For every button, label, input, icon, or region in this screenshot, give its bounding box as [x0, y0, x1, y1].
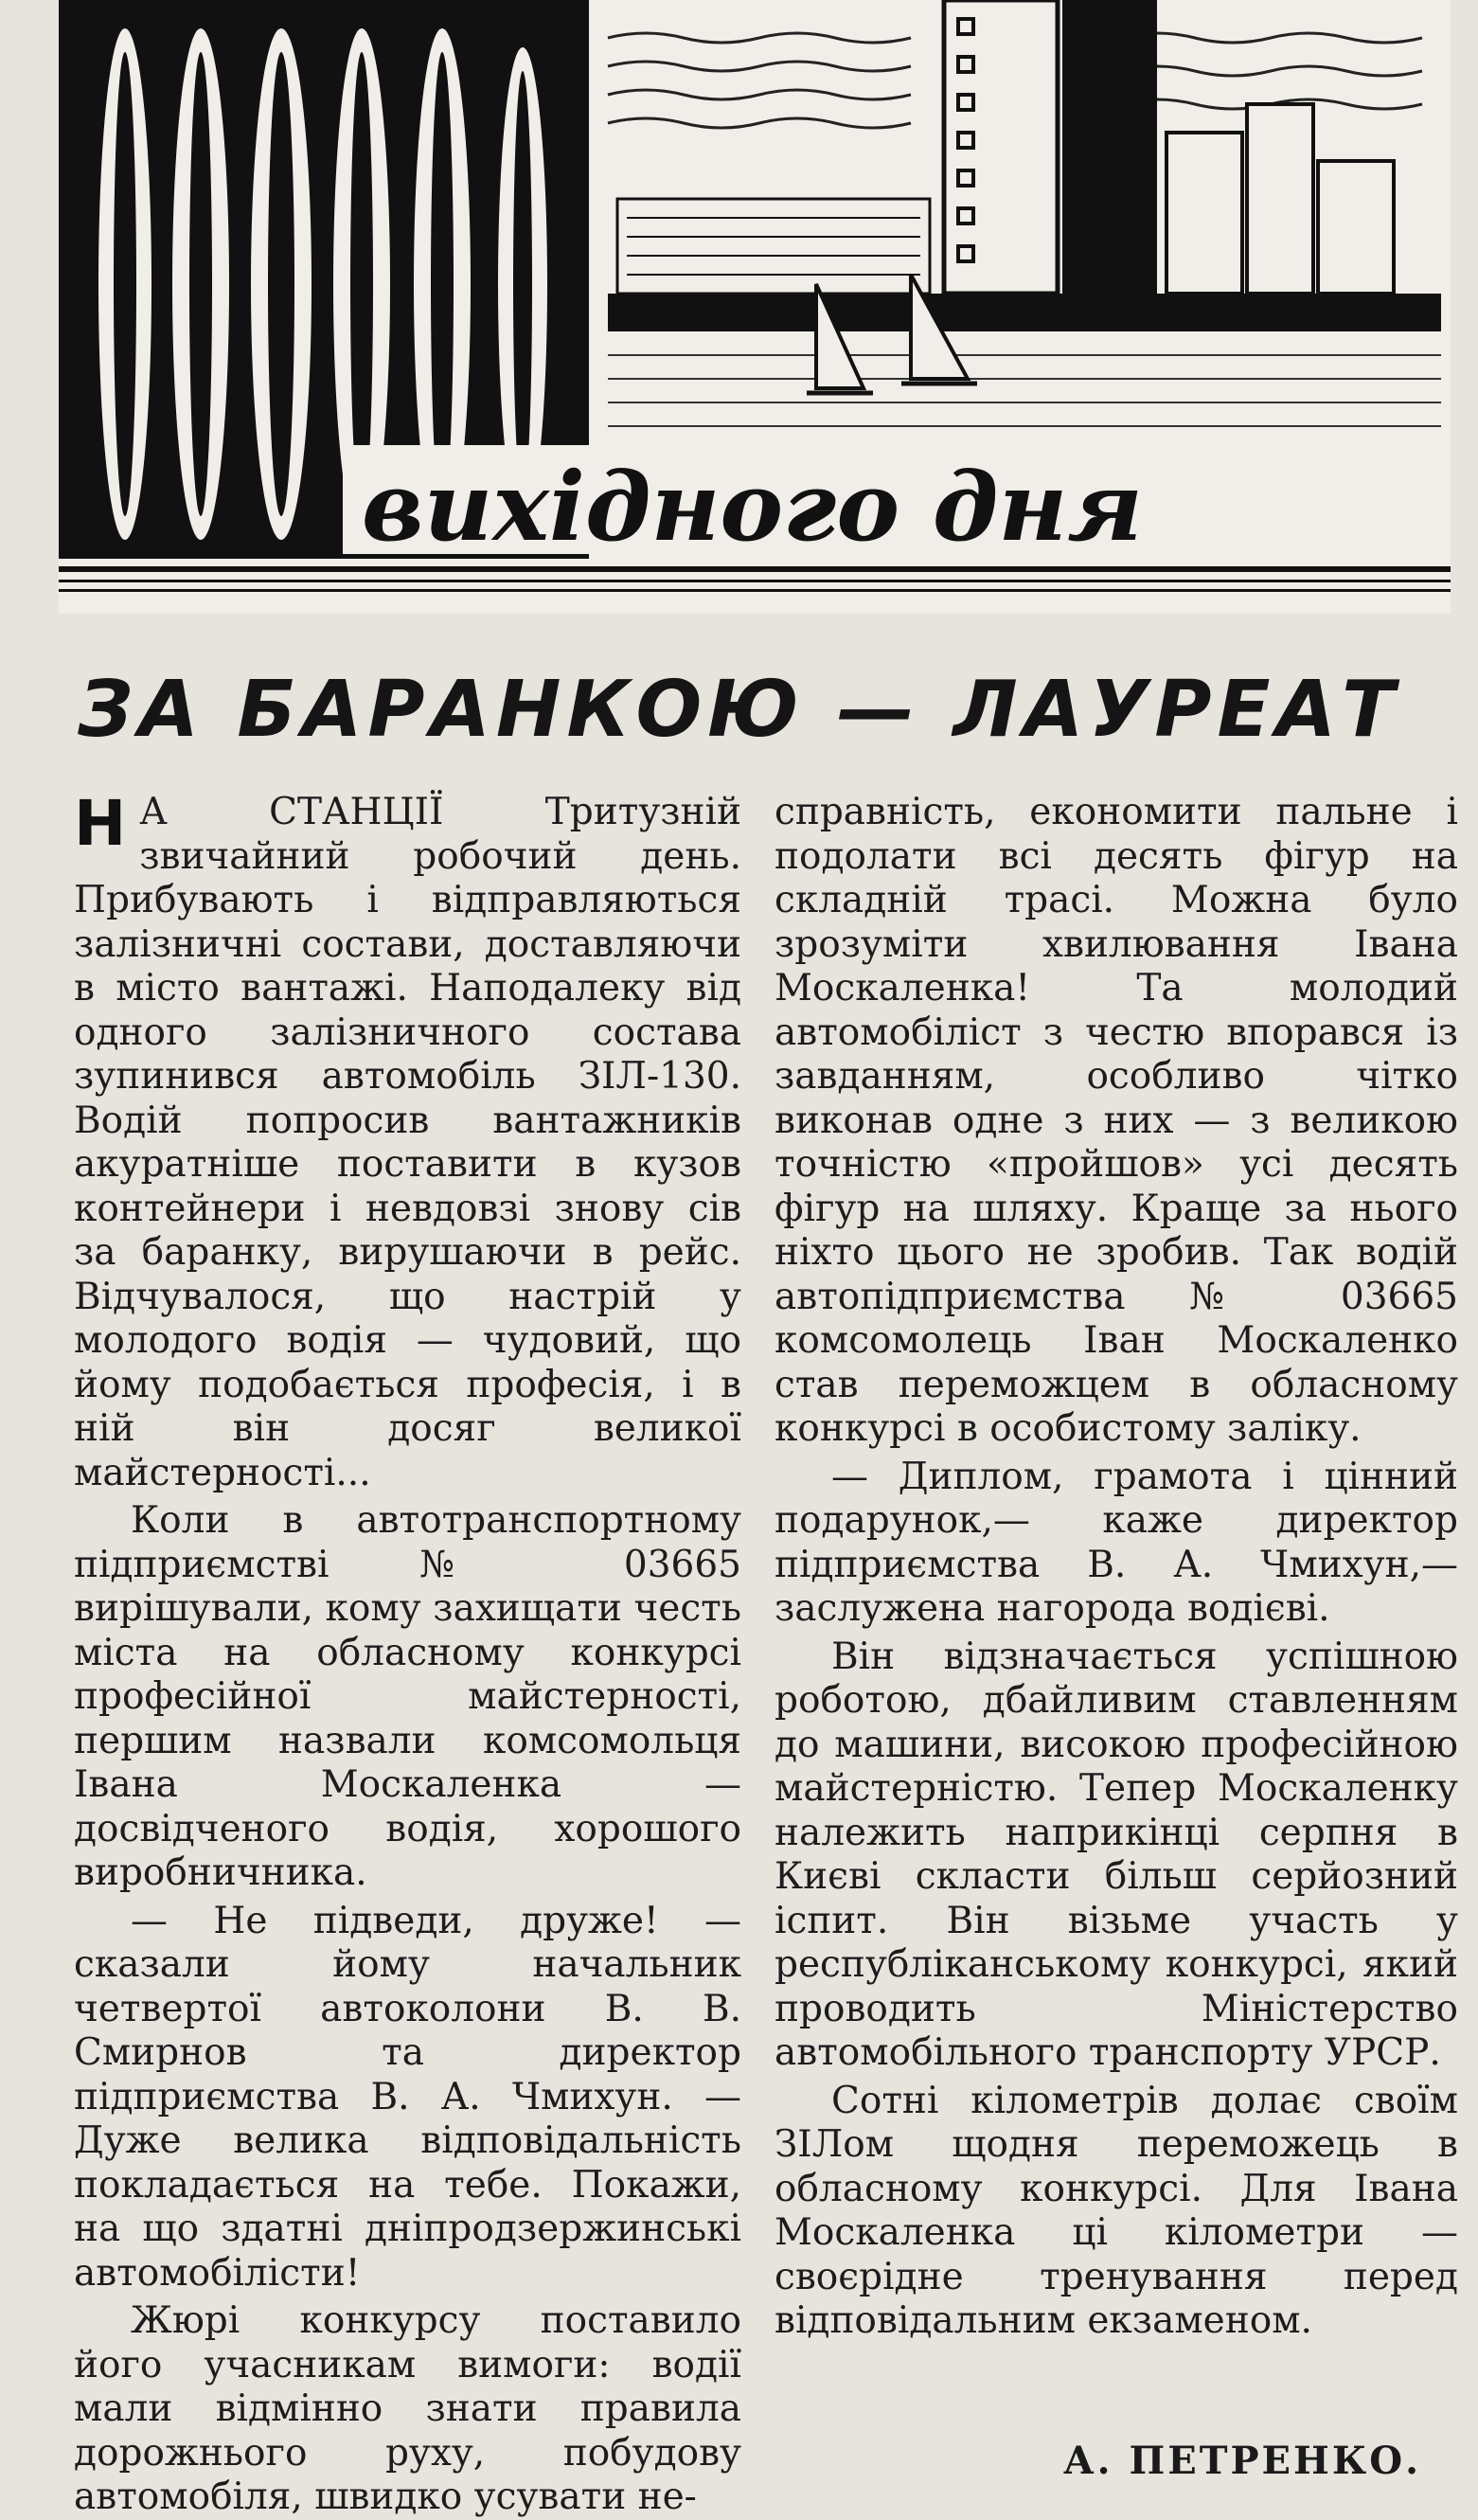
article-paragraph: Коли в автотранспортному підприємстві № 03665 вирішували, кому захищати честь міста на обласному конкурсі професійної майстерності, першим назвали комсомольця Івана Москаленка — досвідченого водія, хорошого виробничника.: [74, 1499, 741, 1894]
author-signature: А. ПЕТРЕНКО.: [1063, 2439, 1421, 2483]
banner-illustration: [59, 0, 1451, 614]
page-banner: [59, 0, 1451, 614]
shoreline: [608, 294, 1441, 331]
article-paragraph: Н А СТАНЦІЇ Тритузній звичайний робочий день. Прибувають і відправляються залізничні состави, доставляючи в місто вантажі. Наподалеку від одного залізничного состава зупинився автомобіль ЗІЛ-130. Водій попросив вантажників акуратніше поставити в кузов контейнери і невдовзі знову сів за баранку, вирушаючи в рейс. Відчувалося, що настрій у молодого водія — чудовий, що йому подобається професія, і в ній він досяг великої майстерності...: [74, 787, 741, 1494]
article-paragraph: — Диплом, грамота і цінний подарунок,— каже директор підприємства В. А. Чмихун,— заслужена нагорода водієві.: [775, 1455, 1458, 1630]
article-column-left: [74, 787, 741, 2520]
article-paragraph: — Не підведи, друже! — сказали йому начальник четвертої автоколони В. В. Смирнов та директор підприємства В. А. Чмихун. — Дуже велика відповідальність покладається на тебе. Покажи, на що здатні дніпродзержинські автомобілісти!: [74, 1899, 741, 2295]
article-paragraph: Жюрі конкурсу поставило його учасникам вимоги: водії мали відмінно знати правила дорожнього руху, побудову автомобіля, швидко усувати не-: [74, 2299, 741, 2518]
banner-script-title: вихідного дня: [362, 451, 1143, 563]
article-headline: ЗА БАРАНКОЮ — ЛАУРЕАТ: [78, 665, 1400, 755]
article-paragraph: Він відзначається успішною роботою, дбайливим ставленням до машини, високою професійною майстерністю. Тепер Москаленку належить наприкінці серпня в Києві скласти більш серйозний іспит. Він візьме участь у республіканському конкурсі, який проводить Міністерство автомобільного транспорту УРСР.: [775, 1635, 1458, 2074]
article-paragraph: Сотні кілометрів долає своїм ЗІЛом щодня переможець в обласному конкурсі. Для Івана Москаленка ці кілометри — своєрідне тренування перед відповідальним екзаменом.: [775, 2079, 1458, 2342]
drop-cap: Н: [74, 787, 127, 860]
article-column-right: [775, 791, 1458, 2344]
article-paragraph: справність, економити пальне і подолати всі десять фігур на складній трасі. Можна було зрозуміти хвилювання Івана Москаленка! Та молодий автомобіліст з честю впорався із завданням, особливо чітко виконав одне з них — з великою точністю «пройшов» усі десять фігур на шляху. Краще за нього ніхто цього не зробив. Так водій автопідприємства № 03665 комсомолець Іван Москаленко став переможцем в обласному конкурсі в особистому заліку.: [775, 791, 1458, 1450]
